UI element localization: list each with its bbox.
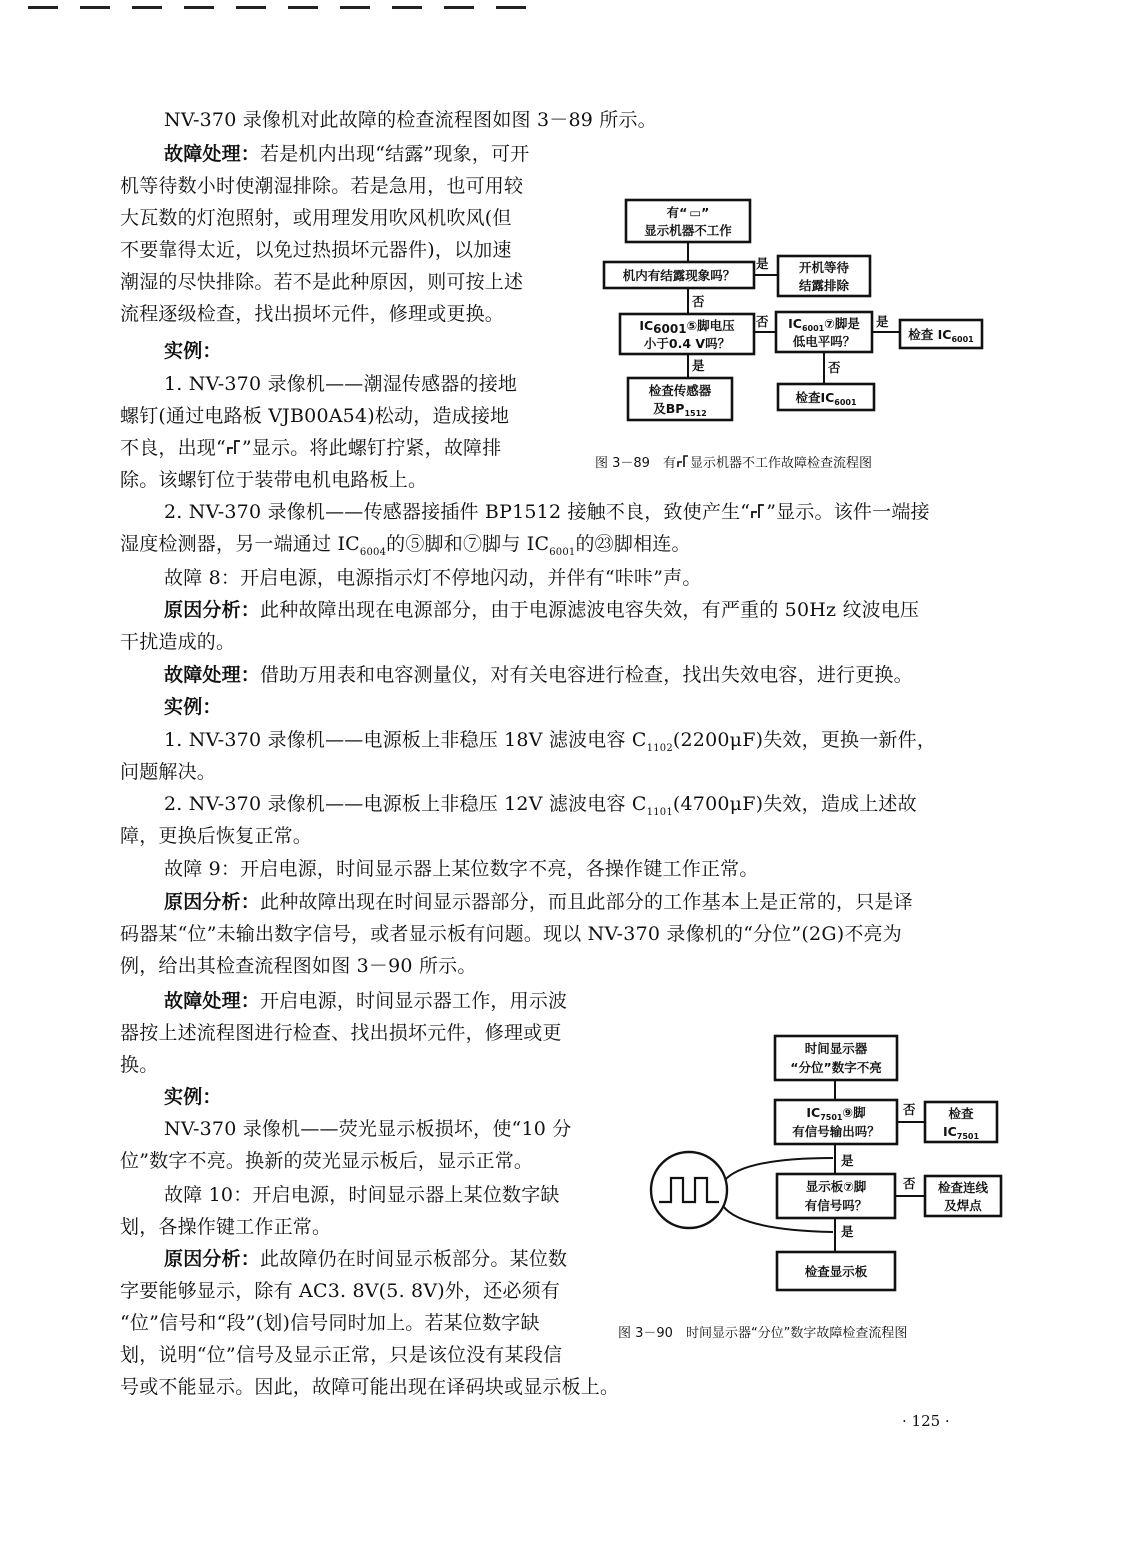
text-line: 机等待数小时使潮湿排除。若是急用，也可用较	[120, 175, 524, 197]
svg-text:及BP1512: 及$BP_{1512}$	[653, 401, 707, 418]
text-line: 2. NV-370 录像机——传感器接插件 BP1512 接触不良，致使产生“ ”显示。该件一端接	[164, 501, 930, 523]
svg-text:是: 是	[841, 1224, 854, 1239]
svg-text:是: 是	[841, 1153, 854, 1168]
page-number: · 125 ·	[902, 1412, 950, 1430]
text-line: 换。	[120, 1054, 159, 1076]
text-line: 划，说明“位”信号及显示正常，只是该位没有某段信	[120, 1344, 563, 1366]
text-line: 故障处理：借助万用表和电容测量仪，对有关电容进行检查，找出失效电容，进行更换。	[164, 664, 913, 686]
text-line: 1. NV-370 录像机——潮湿传感器的接地	[164, 373, 518, 395]
svg-text:检查显示板: 检查显示板	[804, 1264, 868, 1279]
text-line: 干扰造成的。	[120, 631, 236, 653]
svg-text:显示板⑦脚: 显示板⑦脚	[805, 1179, 867, 1194]
svg-text:检查IC6001: 检查$IC_{6001}$	[795, 390, 857, 407]
figure-caption-3-90: 图 3－90 时间显示器“分位”数字故障检查流程图	[618, 1326, 908, 1341]
text-line: 原因分析：此种故障出现在时间显示器部分，而且此部分的工作基本上是正常的，只是译	[164, 891, 913, 913]
text-line: 大瓦数的灯泡照射，或用理发用吹风机吹风(但	[120, 207, 512, 229]
svg-text:有信号输出吗？: 有信号输出吗？	[792, 1124, 880, 1139]
svg-text:是: 是	[876, 314, 889, 329]
svg-text:小于0.4 V吗？: 小于0.4 V吗？	[643, 336, 731, 351]
fig90-box-ic7501	[775, 1100, 897, 1144]
humidity-symbol-icon	[676, 454, 690, 469]
fig90-box-check-display	[777, 1252, 895, 1290]
svg-text:否: 否	[692, 294, 705, 309]
text-line: 划，各操作键工作正常。	[120, 1216, 332, 1238]
svg-text:有“▭”: 有“ ▭”	[666, 205, 710, 220]
svg-text:及焊点: 及焊点	[944, 1198, 982, 1213]
svg-text:检查传感器: 检查传感器	[648, 383, 712, 398]
fig89-box-start	[626, 200, 750, 242]
text-line: 故障处理：开启电源，时间显示器工作，用示波	[164, 990, 568, 1012]
fig90-box-display-pin7	[777, 1174, 895, 1218]
text-line: 原因分析：此故障仍在时间显示板部分。某位数	[164, 1248, 568, 1270]
svg-text:检查连线: 检查连线	[937, 1180, 989, 1195]
text-line: 问题解决。	[120, 761, 217, 783]
text-line: 故障 8：开启电源，电源指示灯不停地闪动，并伴有“咔咔”声。	[164, 567, 702, 589]
text-line: 原因分析：此种故障出现在电源部分，由于电源滤波电容失效，有严重的 50Hz 纹波电压	[164, 599, 920, 621]
svg-text:IC6001⑦脚是: $IC_{6001}⑦$脚是	[788, 316, 860, 333]
oscilloscope-waveform-icon	[651, 1152, 727, 1228]
svg-text:低电平吗？: 低电平吗？	[792, 334, 856, 349]
svg-text:显示机器不工作: 显示机器不工作	[644, 223, 732, 238]
svg-text:“分位”数字不亮: “分位”数字不亮	[790, 1060, 882, 1075]
fig89-box-wait	[778, 256, 870, 296]
fig89-box-pin5	[620, 314, 754, 354]
fig89-box-pin7	[776, 312, 872, 352]
text-line: “位”信号和“段”(划)信号同时加上。若某位数字缺	[120, 1312, 540, 1334]
humidity-symbol-icon	[750, 502, 766, 520]
text-line: 障，更换后恢复正常。	[120, 825, 313, 847]
text-line: 螺钉(通过电路板 VJB00A54)松动，造成接地	[120, 405, 510, 427]
fig90-box-check-wiring	[925, 1176, 1001, 1216]
svg-text:否: 否	[828, 360, 841, 375]
svg-text:是: 是	[692, 358, 705, 373]
text-line: NV-370 录像机对此故障的检查流程图如图 3－89 所示。	[164, 109, 657, 131]
flowchart-3-90	[645, 1030, 1015, 1300]
text-line: 潮湿的尽快排除。若不是此种原因，则可按上述	[120, 271, 524, 293]
text-line: 器按上述流程图进行检查、找出损坏元件，修理或更	[120, 1022, 562, 1044]
svg-text:IC7501: $IC_{7501}$	[942, 1124, 980, 1141]
text-line: 例，给出其检查流程图如图 3－90 所示。	[120, 955, 477, 977]
svg-text:有信号吗？: 有信号吗？	[804, 1198, 868, 1213]
svg-text:时间显示器: 时间显示器	[804, 1041, 868, 1056]
section-heading: 实例：	[164, 340, 222, 362]
text-line: 除。该螺钉位于装带电机电路板上。	[120, 469, 428, 491]
svg-text:检查 IC6001: 检查 $IC_{6001}$	[908, 327, 974, 344]
fig89-box-dew	[604, 262, 754, 288]
section-heading: 实例：	[164, 696, 222, 718]
text-line: 号或不能显示。因此，故障可能出现在译码块或显示板上。	[120, 1376, 620, 1398]
svg-text:检查: 检查	[948, 1106, 974, 1121]
svg-text:结露排除: 结露排除	[798, 278, 850, 293]
text-line: 码器某“位”未输出数字信号，或者显示板有问题。现以 NV-370 录像机的“分位”(2G)不亮为	[120, 923, 902, 945]
svg-text:否: 否	[756, 314, 769, 329]
flowchart-3-89	[590, 190, 990, 430]
svg-text:否: 否	[903, 1176, 916, 1191]
text-line: 位”数字不亮。换新的荧光显示板后，显示正常。	[120, 1150, 534, 1172]
fig90-box-check-ic	[925, 1102, 997, 1142]
text-line: 1. NV-370 录像机——电源板上非稳压 18V 滤波电容 $C_{1102}(2200\mu F)$失效，更换一新件，	[164, 729, 937, 754]
text-line: 不良，出现“ ”显示。将此螺钉拧紧，故障排	[120, 437, 502, 459]
section-heading: 实例：	[164, 1086, 222, 1108]
humidity-symbol-icon	[226, 438, 242, 456]
text-line: 故障处理：若是机内出现“结露”现象，可开	[164, 143, 530, 165]
fig89-box-check-ic-right	[900, 320, 982, 348]
fig89-box-check-sensor	[628, 378, 732, 420]
text-line: 故障 10：开启电源，时间显示器上某位数字缺	[164, 1184, 560, 1206]
svg-text:是: 是	[756, 256, 769, 271]
svg-text:开机等待: 开机等待	[798, 260, 850, 275]
svg-text:IC7501⑨脚: $IC_{7501}⑨$脚	[806, 1105, 866, 1122]
svg-text:否: 否	[903, 1102, 916, 1117]
top-dash-line	[28, 6, 528, 9]
text-line: 流程逐级检查，找出损坏元件，修理或更换。	[120, 303, 505, 325]
text-line: 湿度检测器，另一端通过 $IC_{6004}$的⑤脚和⑦脚与 $IC_{6001}$的㉓脚相连。	[120, 533, 691, 558]
text-line: 不要靠得太近，以免过热损坏元器件)，以加速	[120, 239, 512, 261]
svg-text:机内有结露现象吗？: 机内有结露现象吗？	[622, 268, 736, 283]
figure-caption-3-89: 图 3－89 有 显示机器不工作故障检查流程图	[595, 456, 872, 471]
fig90-box-start	[775, 1036, 897, 1080]
text-line: 字要能够显示，除有 AC3. 8V(5. 8V)外，还必须有	[120, 1280, 561, 1302]
text-line: 故障 9：开启电源，时间显示器上某位数字不亮，各操作键工作正常。	[164, 858, 759, 880]
svg-text:IC6001⑤脚电压: IC6001⑤脚电压	[639, 318, 735, 336]
text-line: 2. NV-370 录像机——电源板上非稳压 12V 滤波电容 $C_{1101}(4700\mu F)$失效，造成上述故	[164, 793, 917, 818]
text-line: NV-370 录像机——荧光显示板损坏，使“10 分	[164, 1118, 572, 1140]
fig89-box-check-ic-bottom	[778, 384, 874, 410]
